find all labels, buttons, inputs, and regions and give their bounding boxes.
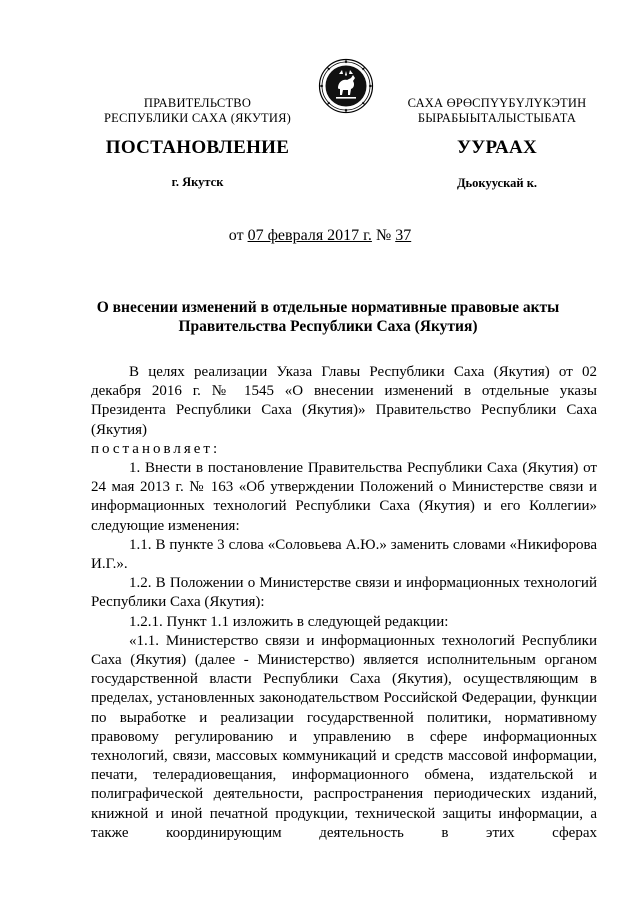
city-ru: г. Якутск (171, 175, 224, 189)
paragraph-1-1: 1.1. В пункте 3 слова «Соловьева А.Ю.» заменить словами «Никифорова И.Г.». (91, 536, 597, 573)
header-right-line2: БЫРАБЫЫТАЛЫСТЫБАТА (417, 111, 577, 125)
header-left-line1: ПРАВИТЕЛЬСТВО (143, 96, 252, 110)
document-title-line1: О внесении изменений в отдельные нормативные правовые акты (96, 299, 560, 316)
header-left-line2: РЕСПУБЛИКИ САХА (ЯКУТИЯ) (104, 111, 291, 125)
header-left (80, 96, 315, 126)
paragraph-preamble (91, 363, 597, 459)
date-prefix: от (228, 227, 248, 244)
document-title-line2: Правительства Республики Саха (Якутия) (178, 318, 478, 335)
decree-date-line (0, 227, 640, 245)
number-prefix: № (371, 227, 396, 244)
decree-title-sakha: УУРААХ (456, 137, 538, 158)
resolves-word: постановляет: (91, 440, 221, 457)
decree-number: 37 (395, 227, 412, 244)
paragraph-1-2-1: 1.2.1. Пункт 1.1 изложить в следующей редакции: (129, 613, 449, 630)
preamble-text: В целях реализации Указа Главы Республики Саха (Якутия) от 02 декабря 2016 г. № 1545 «О внесении изменений в отдельные указы Президента Республики Саха (Якутия)» Правительство Республики Саха (Якутия) (91, 364, 597, 438)
paragraph-1-2: 1.2. В Положении о Министерстве связи и информационных технологий Республики Саха (Якутия): (91, 575, 597, 611)
city-sakha: Дьокуускай к. (456, 176, 538, 190)
header-right-line1: САХА ӨРӨСПҮҮБҮЛҮКЭТИН (407, 96, 587, 110)
decree-date: 07 февраля 2017 г. (247, 227, 372, 244)
document-body (91, 363, 597, 843)
decree-title-ru: ПОСТАНОВЛЕНИЕ (105, 137, 290, 158)
paragraph-1: 1. Внести в постановление Правительства Республики Саха (Якутия) от 24 мая 2013 г. № 163 «Об утверждении Положений о Министерстве связи и информационных технологий Республики Саха (Якутия) и его Коллегии» следующие изменения: (91, 460, 597, 534)
paragraph-quote-1-1: «1.1. Министерство связи и информационных технологий Республики Саха (Якутия) (далее - Министерство) является исполнительным органом государственной власти Республики Саха (Якутия), осуществляющим в пределах, установленных законодательством Российской Федерации, функции по выработке и реализации государственной политики, нормативному правовому регулированию и управлению в сфере информационных технологий, связи, массовых коммуникаций и средств массовой информации, печати, телерадиовещания, информационного обмена, издательской и полиграфической деятельности, распространения периодических изданий, книжной и иной печатной продукции, технической защиты информации, а также координирующим деятельность в этих сферах (91, 632, 597, 841)
document-title (90, 298, 566, 336)
header-right (378, 96, 616, 126)
coat-of-arms-icon (318, 58, 374, 114)
